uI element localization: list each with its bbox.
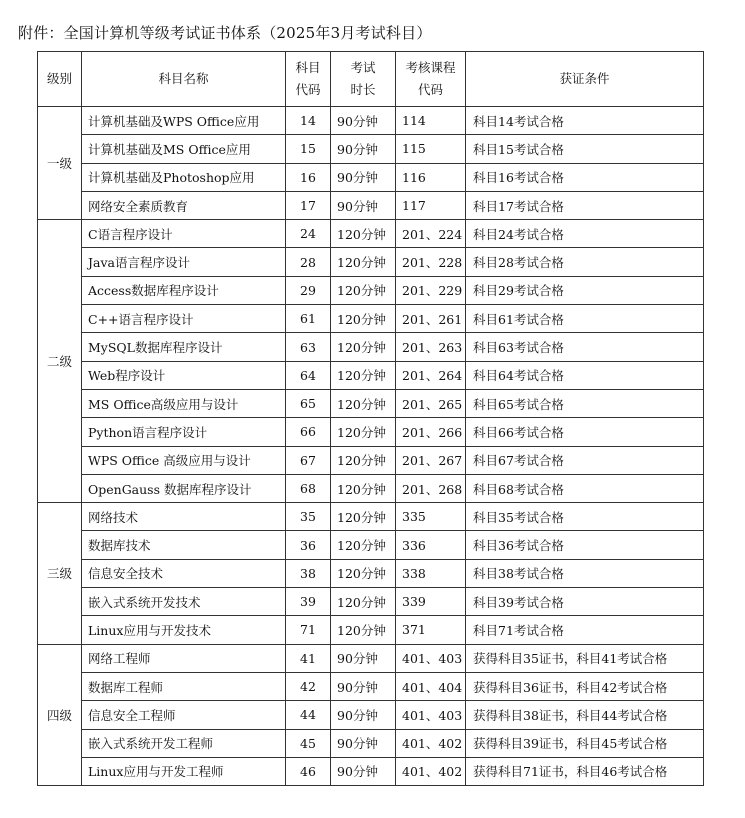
subject-code-cell: 15	[286, 135, 331, 163]
subject-code-cell: 65	[286, 389, 331, 417]
table-row	[38, 107, 704, 135]
duration-cell: 120分钟	[331, 276, 396, 304]
header-code-line1: 科目	[295, 60, 321, 75]
duration-cell: 120分钟	[331, 503, 396, 531]
subject-code-cell: 67	[286, 446, 331, 474]
subject-name-cell: 网络安全素质教育	[82, 191, 286, 219]
condition-cell: 科目16考试合格	[466, 163, 704, 191]
subject-code-cell: 63	[286, 333, 331, 361]
course-code-cell: 201、268	[396, 474, 466, 502]
table-row	[38, 276, 704, 304]
table-row	[38, 474, 704, 502]
table-row	[38, 163, 704, 191]
subject-name-cell: Access数据库程序设计	[82, 276, 286, 304]
duration-cell: 120分钟	[331, 474, 396, 502]
subject-name-cell: OpenGauss 数据库程序设计	[82, 474, 286, 502]
certificate-table	[37, 51, 704, 786]
subject-code-cell: 29	[286, 276, 331, 304]
course-code-cell: 371	[396, 616, 466, 644]
condition-cell: 科目39考试合格	[466, 588, 704, 616]
header-level: 级别	[38, 52, 82, 107]
course-code-cell: 115	[396, 135, 466, 163]
header-course-line1: 考核课程	[405, 60, 456, 75]
header-code	[286, 52, 331, 107]
subject-name-cell: 计算机基础及MS Office应用	[82, 135, 286, 163]
subject-name-cell: Linux应用与开发工程师	[82, 757, 286, 785]
condition-cell: 科目38考试合格	[466, 559, 704, 587]
duration-cell: 90分钟	[331, 672, 396, 700]
header-subject: 科目名称	[82, 52, 286, 107]
subject-code-cell: 16	[286, 163, 331, 191]
course-code-cell: 116	[396, 163, 466, 191]
condition-cell: 科目36考试合格	[466, 531, 704, 559]
table-row	[38, 588, 704, 616]
table-row	[38, 135, 704, 163]
duration-cell: 120分钟	[331, 305, 396, 333]
header-course-line2: 代码	[417, 82, 443, 97]
course-code-cell: 401、404	[396, 672, 466, 700]
condition-cell: 科目61考试合格	[466, 305, 704, 333]
course-code-cell: 201、229	[396, 276, 466, 304]
course-code-cell: 117	[396, 191, 466, 219]
table-body	[38, 107, 704, 786]
subject-code-cell: 45	[286, 729, 331, 757]
subject-name-cell: WPS Office 高级应用与设计	[82, 446, 286, 474]
table-row	[38, 333, 704, 361]
subject-code-cell: 24	[286, 220, 331, 248]
course-code-cell: 401、403	[396, 644, 466, 672]
table-row	[38, 220, 704, 248]
table-row	[38, 389, 704, 417]
duration-cell: 120分钟	[331, 418, 396, 446]
header-condition: 获证条件	[466, 52, 704, 107]
subject-name-cell: 信息安全工程师	[82, 701, 286, 729]
condition-cell: 科目71考试合格	[466, 616, 704, 644]
table-row	[38, 446, 704, 474]
duration-cell: 120分钟	[331, 248, 396, 276]
subject-name-cell: 计算机基础及Photoshop应用	[82, 163, 286, 191]
subject-code-cell: 39	[286, 588, 331, 616]
header-course	[396, 52, 466, 107]
duration-cell: 120分钟	[331, 616, 396, 644]
condition-cell: 科目28考试合格	[466, 248, 704, 276]
subject-code-cell: 38	[286, 559, 331, 587]
condition-cell: 科目66考试合格	[466, 418, 704, 446]
table-row	[38, 503, 704, 531]
subject-name-cell: Web程序设计	[82, 361, 286, 389]
subject-name-cell: 嵌入式系统开发工程师	[82, 729, 286, 757]
subject-name-cell: 计算机基础及WPS Office应用	[82, 107, 286, 135]
table-row	[38, 305, 704, 333]
duration-cell: 90分钟	[331, 191, 396, 219]
condition-cell: 科目14考试合格	[466, 107, 704, 135]
duration-cell: 120分钟	[331, 361, 396, 389]
condition-cell: 科目24考试合格	[466, 220, 704, 248]
course-code-cell: 401、402	[396, 729, 466, 757]
condition-cell: 科目17考试合格	[466, 191, 704, 219]
duration-cell: 90分钟	[331, 135, 396, 163]
subject-code-cell: 28	[286, 248, 331, 276]
duration-cell: 120分钟	[331, 220, 396, 248]
subject-name-cell: MS Office高级应用与设计	[82, 389, 286, 417]
level-cell: 三级	[38, 503, 82, 644]
subject-name-cell: 嵌入式系统开发技术	[82, 588, 286, 616]
condition-cell: 科目63考试合格	[466, 333, 704, 361]
condition-cell: 获得科目36证书，科目42考试合格	[466, 672, 704, 700]
course-code-cell: 201、261	[396, 305, 466, 333]
course-code-cell: 401、402	[396, 757, 466, 785]
level-cell: 一级	[38, 107, 82, 220]
subject-name-cell: 数据库工程师	[82, 672, 286, 700]
subject-name-cell: 网络工程师	[82, 644, 286, 672]
course-code-cell: 401、403	[396, 701, 466, 729]
subject-name-cell: Python语言程序设计	[82, 418, 286, 446]
course-code-cell: 201、265	[396, 389, 466, 417]
table-row	[38, 248, 704, 276]
duration-cell: 90分钟	[331, 163, 396, 191]
subject-code-cell: 44	[286, 701, 331, 729]
condition-cell: 获得科目35证书，科目41考试合格	[466, 644, 704, 672]
course-code-cell: 201、224	[396, 220, 466, 248]
page-title: 附件：全国计算机等级考试证书体系（2025年3月考试科目）	[18, 24, 432, 42]
condition-cell: 获得科目39证书，科目45考试合格	[466, 729, 704, 757]
subject-code-cell: 68	[286, 474, 331, 502]
header-duration-line1: 考试	[350, 60, 376, 75]
condition-cell: 科目64考试合格	[466, 361, 704, 389]
subject-name-cell: Java语言程序设计	[82, 248, 286, 276]
subject-name-cell: 信息安全技术	[82, 559, 286, 587]
duration-cell: 90分钟	[331, 729, 396, 757]
course-code-cell: 338	[396, 559, 466, 587]
condition-cell: 科目68考试合格	[466, 474, 704, 502]
duration-cell: 90分钟	[331, 701, 396, 729]
duration-cell: 120分钟	[331, 588, 396, 616]
duration-cell: 90分钟	[331, 757, 396, 785]
subject-name-cell: Linux应用与开发技术	[82, 616, 286, 644]
condition-cell: 科目15考试合格	[466, 135, 704, 163]
table-row	[38, 361, 704, 389]
course-code-cell: 335	[396, 503, 466, 531]
duration-cell: 120分钟	[331, 446, 396, 474]
header-duration	[331, 52, 396, 107]
table-row	[38, 418, 704, 446]
duration-cell: 90分钟	[331, 107, 396, 135]
table-row	[38, 729, 704, 757]
subject-name-cell: MySQL数据库程序设计	[82, 333, 286, 361]
condition-cell: 科目35考试合格	[466, 503, 704, 531]
table-row	[38, 559, 704, 587]
subject-code-cell: 66	[286, 418, 331, 446]
subject-code-cell: 64	[286, 361, 331, 389]
course-code-cell: 201、263	[396, 333, 466, 361]
subject-code-cell: 46	[286, 757, 331, 785]
table-row	[38, 644, 704, 672]
table-row	[38, 191, 704, 219]
subject-name-cell: 数据库技术	[82, 531, 286, 559]
course-code-cell: 114	[396, 107, 466, 135]
subject-name-cell: C++语言程序设计	[82, 305, 286, 333]
subject-name-cell: 网络技术	[82, 503, 286, 531]
duration-cell: 120分钟	[331, 559, 396, 587]
duration-cell: 120分钟	[331, 389, 396, 417]
subject-code-cell: 71	[286, 616, 331, 644]
table-row	[38, 757, 704, 785]
course-code-cell: 201、266	[396, 418, 466, 446]
course-code-cell: 201、228	[396, 248, 466, 276]
header-code-line2: 代码	[295, 82, 321, 97]
level-cell: 四级	[38, 644, 82, 785]
subject-code-cell: 61	[286, 305, 331, 333]
condition-cell: 科目29考试合格	[466, 276, 704, 304]
table-header-row	[38, 52, 704, 107]
subject-code-cell: 41	[286, 644, 331, 672]
course-code-cell: 201、264	[396, 361, 466, 389]
level-cell: 二级	[38, 220, 82, 503]
subject-code-cell: 42	[286, 672, 331, 700]
course-code-cell: 336	[396, 531, 466, 559]
header-duration-line2: 时长	[350, 82, 376, 97]
table-row	[38, 531, 704, 559]
course-code-cell: 201、267	[396, 446, 466, 474]
subject-code-cell: 14	[286, 107, 331, 135]
condition-cell: 获得科目71证书，科目46考试合格	[466, 757, 704, 785]
table-row	[38, 701, 704, 729]
condition-cell: 科目67考试合格	[466, 446, 704, 474]
table-row	[38, 672, 704, 700]
subject-name-cell: C语言程序设计	[82, 220, 286, 248]
course-code-cell: 339	[396, 588, 466, 616]
subject-code-cell: 36	[286, 531, 331, 559]
duration-cell: 90分钟	[331, 644, 396, 672]
subject-code-cell: 35	[286, 503, 331, 531]
condition-cell: 科目65考试合格	[466, 389, 704, 417]
table-row	[38, 616, 704, 644]
duration-cell: 120分钟	[331, 333, 396, 361]
condition-cell: 获得科目38证书，科目44考试合格	[466, 701, 704, 729]
duration-cell: 120分钟	[331, 531, 396, 559]
subject-code-cell: 17	[286, 191, 331, 219]
